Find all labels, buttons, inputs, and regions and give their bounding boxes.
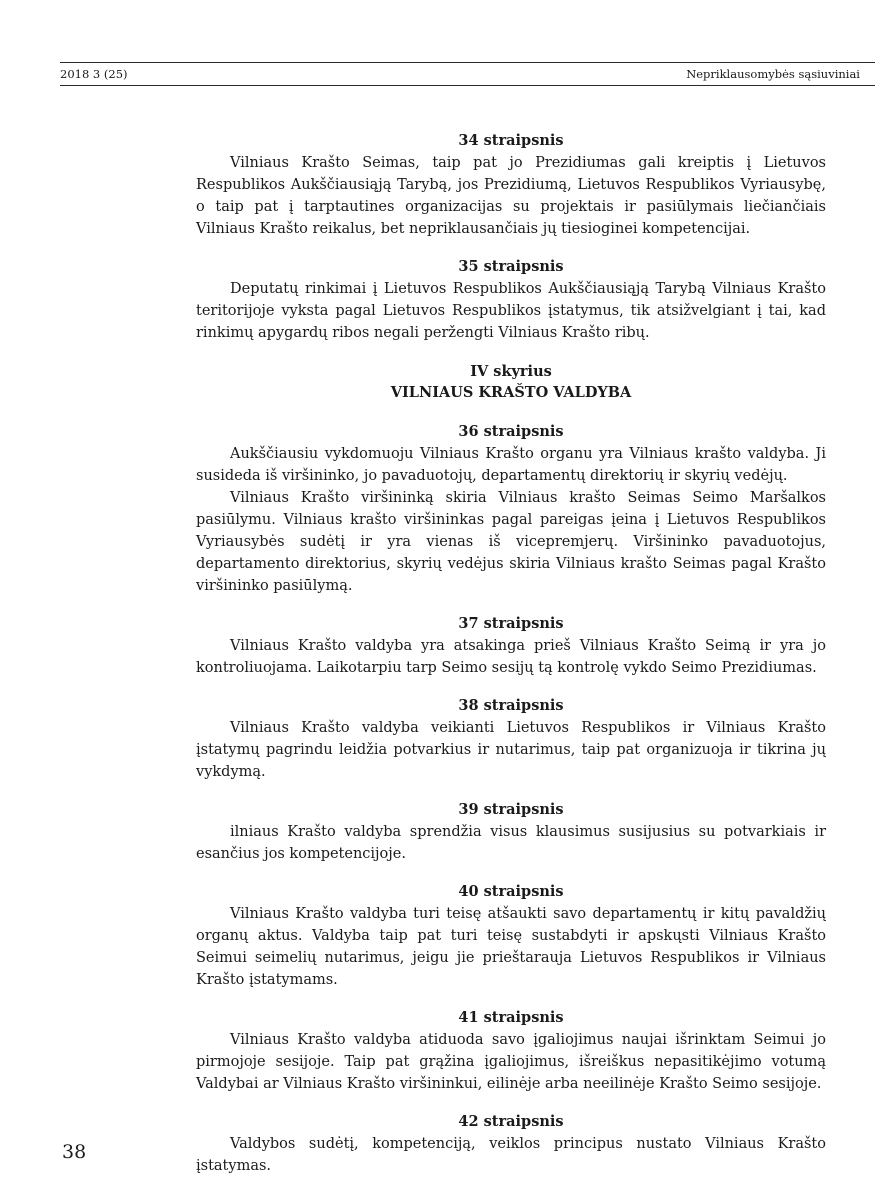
issue-label: 2018 3 (25) xyxy=(60,67,128,81)
article-section xyxy=(196,1112,826,1177)
article-paragraph: Vilniaus Krašto viršininką skiria Vilniaus krašto Seimas Seimo Maršalkos pasiūlymu. Vilniaus krašto viršininkas pagal pareigas įeina į Lietuvos Respublikos Vyriausybės sudėtį ir yra vienas iš vicepremjerų. Viršininko pavaduotojus, departamento direktorius, skyrių vedėjus skiria Vilniaus krašto Seimas pagal Krašto viršininko pasiūlymą. xyxy=(196,490,826,594)
page-number: 38 xyxy=(62,1141,87,1163)
article-section xyxy=(196,614,826,679)
article-paragraph: Vilniaus Krašto valdyba atiduoda savo įgaliojimus naujai išrinktam Seimui jo pirmojoje sesijoje. Taip pat grąžina įgaliojimus, išreiškus nepasitikėjimo votumą Valdybai ar Vilniaus Krašto viršininkui, eilinėje arba neeilinėje Krašto Seimo sesijoje. xyxy=(196,1032,826,1092)
article-paragraph: Vilniaus Krašto Seimas, taip pat jo Prezidiumas gali kreiptis į Lietuvos Respublikos Aukščiausiąją Tarybą, jos Prezidiumą, Lietuvos Respublikos Vyriausybę, o taip pat į tarptautines organizacijas su projektais ir pasiūlymais liečiančiais Vilniaus Krašto reikalus, bet nepriklausančiais jų tiesioginei kompetencijai. xyxy=(196,155,826,237)
articles-block-1 xyxy=(196,131,826,344)
page-content xyxy=(196,131,826,1194)
article-section xyxy=(196,257,826,344)
article-paragraph: Vilniaus Krašto valdyba turi teisę atšaukti savo departamentų ir kitų pavaldžių organų aktus. Valdyba taip pat turi teisę sustabdyti ir apskųsti Vilniaus Krašto Seimui seimelių nutarimus, jeigu jie prieštarauja Lietuvos Respublikos ir Vilniaus Krašto įstatymams. xyxy=(196,906,826,988)
article-paragraph: Vilniaus Krašto valdyba yra atsakinga prieš Vilniaus Krašto Seimą ir yra jo kontroliuojama. Laikotarpiu tarp Seimo sesijų tą kontrolę vykdo Seimo Prezidiumas. xyxy=(196,638,826,676)
chapter-heading xyxy=(196,361,826,403)
article-title: 39 straipsnis xyxy=(458,801,564,818)
article-paragraph: Aukščiausiu vykdomuoju Vilniaus Krašto organu yra Vilniaus krašto valdyba. Ji susideda iš viršininko, jo pavaduotojų, departamentų direktorių ir skyrių vedėjų. xyxy=(196,446,826,484)
article-title: 41 straipsnis xyxy=(458,1009,564,1026)
chapter-number: IV skyrius xyxy=(470,363,552,380)
article-title: 37 straipsnis xyxy=(458,615,564,632)
chapter-title: VILNIAUS KRAŠTO VALDYBA xyxy=(390,384,632,401)
article-section xyxy=(196,882,826,991)
article-paragraph: Deputatų rinkimai į Lietuvos Respublikos Aukščiausiąją Tarybą Vilniaus Krašto teritorijoje vyksta pagal Lietuvos Respublikos įstatymus, tik atsižvelgiant į tai, kad rinkimų apygardų ribos negali peržengti Vilniaus Krašto ribų. xyxy=(196,281,826,341)
article-title: 36 straipsnis xyxy=(458,423,564,440)
article-section xyxy=(196,696,826,783)
journal-title: Nepriklausomybės sąsiuviniai xyxy=(686,67,860,81)
article-paragraph: ilniaus Krašto valdyba sprendžia visus klausimus susijusius su potvarkiais ir esančius jos kompetencijoje. xyxy=(196,824,826,862)
articles-block-2 xyxy=(196,422,826,1177)
article-section xyxy=(196,131,826,240)
article-title: 35 straipsnis xyxy=(458,258,564,275)
article-title: 42 straipsnis xyxy=(458,1113,564,1130)
article-paragraph: Valdybos sudėtį, kompetenciją, veiklos principus nustato Vilniaus Krašto įstatymas. xyxy=(196,1136,826,1174)
article-title: 34 straipsnis xyxy=(458,132,564,149)
running-header xyxy=(60,62,875,86)
article-paragraph: Vilniaus Krašto valdyba veikianti Lietuvos Respublikos ir Vilniaus Krašto įstatymų pagrindu leidžia potvarkius ir nutarimus, taip pat organizuoja ir tikrina jų vykdymą. xyxy=(196,720,826,780)
article-section xyxy=(196,422,826,597)
article-title: 40 straipsnis xyxy=(458,883,564,900)
article-section xyxy=(196,800,826,865)
article-section xyxy=(196,1008,826,1095)
article-title: 38 straipsnis xyxy=(458,697,564,714)
